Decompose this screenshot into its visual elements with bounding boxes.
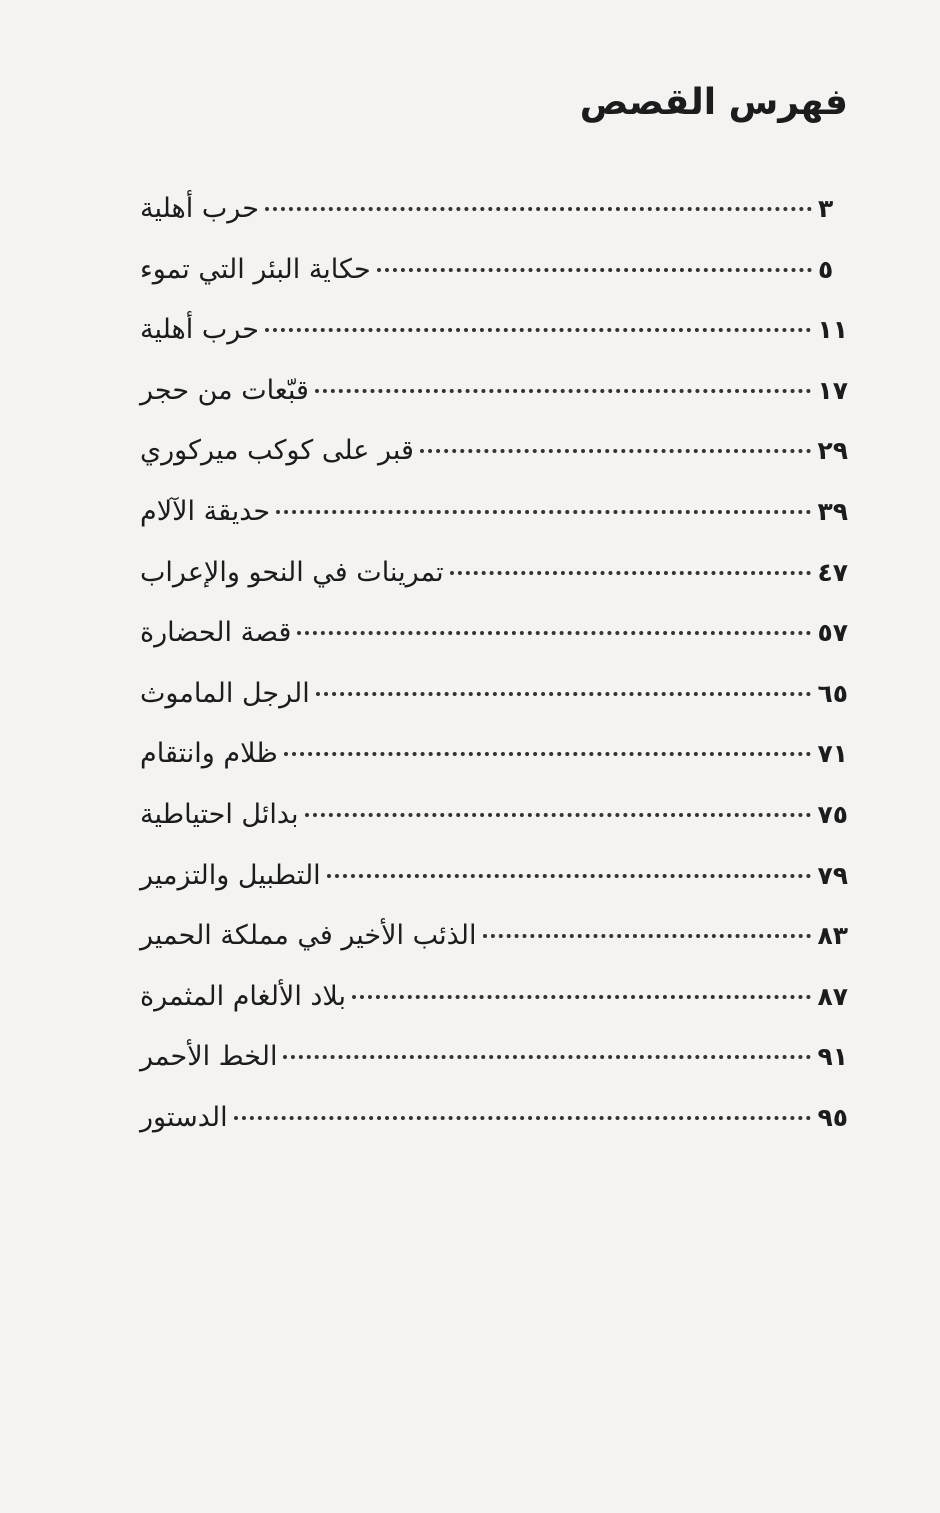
toc-entry-title: الذئب الأخير في مملكة الحمير [140,920,477,952]
toc-entry-page-number: ١١ [817,315,848,345]
dot-leader [352,995,811,999]
toc-entry [140,375,848,436]
toc-entry-page-number: ٢٩ [817,436,848,466]
dot-leader [316,692,812,696]
toc-entry [140,920,848,981]
toc-entry-title: تمرينات في النحو والإعراب [140,556,444,588]
toc-entry-page-number: ٧١ [817,739,848,769]
toc-entry-page-number: ٨٧ [817,981,848,1011]
toc-entry-page-number: ٥٧ [817,618,848,648]
toc-entry [140,557,848,618]
table-of-contents [140,193,848,1163]
toc-entry-title: الرجل الماموث [140,677,310,709]
toc-entry-title: التطبيل والتزمير [140,859,321,891]
toc-entry-title: حرب أهلية [140,314,259,346]
toc-entry-page-number: ٩١ [817,1042,848,1072]
dot-leader [265,207,812,211]
toc-entry-title: الخط الأحمر [140,1041,278,1073]
toc-entry [140,799,848,860]
toc-entry-title: حكاية البئر التي تموء [140,253,371,285]
toc-entry [140,496,848,557]
toc-entry-page-number: ٦٥ [817,678,848,708]
toc-entry-title: حرب أهلية [140,193,259,224]
toc-entry-page-number: ٩٥ [817,1102,848,1132]
page-title: فهرس القصص [579,82,848,123]
dot-leader [420,449,812,453]
dot-leader [297,631,811,635]
toc-entry-page-number: ٥ [818,254,834,284]
toc-entry [140,435,848,496]
toc-entry [140,617,848,678]
dot-leader [283,1055,811,1059]
toc-entry-title: قصة الحضارة [140,617,292,649]
toc-entry-page-number: ٧٥ [817,799,848,829]
toc-entry-page-number: ٧٩ [817,860,848,890]
toc-entry [140,314,848,375]
toc-entry [140,678,848,739]
toc-entry [140,738,848,799]
toc-entry [140,193,848,254]
dot-leader [327,874,812,878]
toc-entry [140,1102,848,1163]
dot-leader [276,510,811,514]
toc-entry [140,1041,848,1102]
toc-entry-title: ظلام وانتقام [140,738,278,770]
toc-entry [140,254,848,315]
toc-entry [140,981,848,1042]
dot-leader [265,328,812,332]
toc-entry-title: حديقة الآلام [140,495,271,527]
toc-entry-title: بلاد الألغام المثمرة [140,980,347,1012]
toc-entry-page-number: ٨٣ [817,921,848,951]
dot-leader [284,752,812,756]
toc-entry-title: بدائل احتياطية [140,798,299,830]
toc-entry-title: قبر على كوكب ميركوري [140,435,414,467]
toc-entry [140,860,848,921]
toc-entry-page-number: ٣ [818,194,834,223]
dot-leader [315,389,812,393]
toc-entry-page-number: ٣٩ [817,496,848,526]
dot-leader [483,934,812,938]
dot-leader [377,268,812,272]
toc-entry-page-number: ١٧ [817,375,848,405]
dot-leader [305,813,812,817]
toc-entry-title: قبّعات من حجر [140,374,309,406]
toc-entry-title: الدستور [140,1101,228,1133]
dot-leader [234,1116,812,1120]
toc-entry-page-number: ٤٧ [817,557,848,587]
dot-leader [450,571,812,575]
